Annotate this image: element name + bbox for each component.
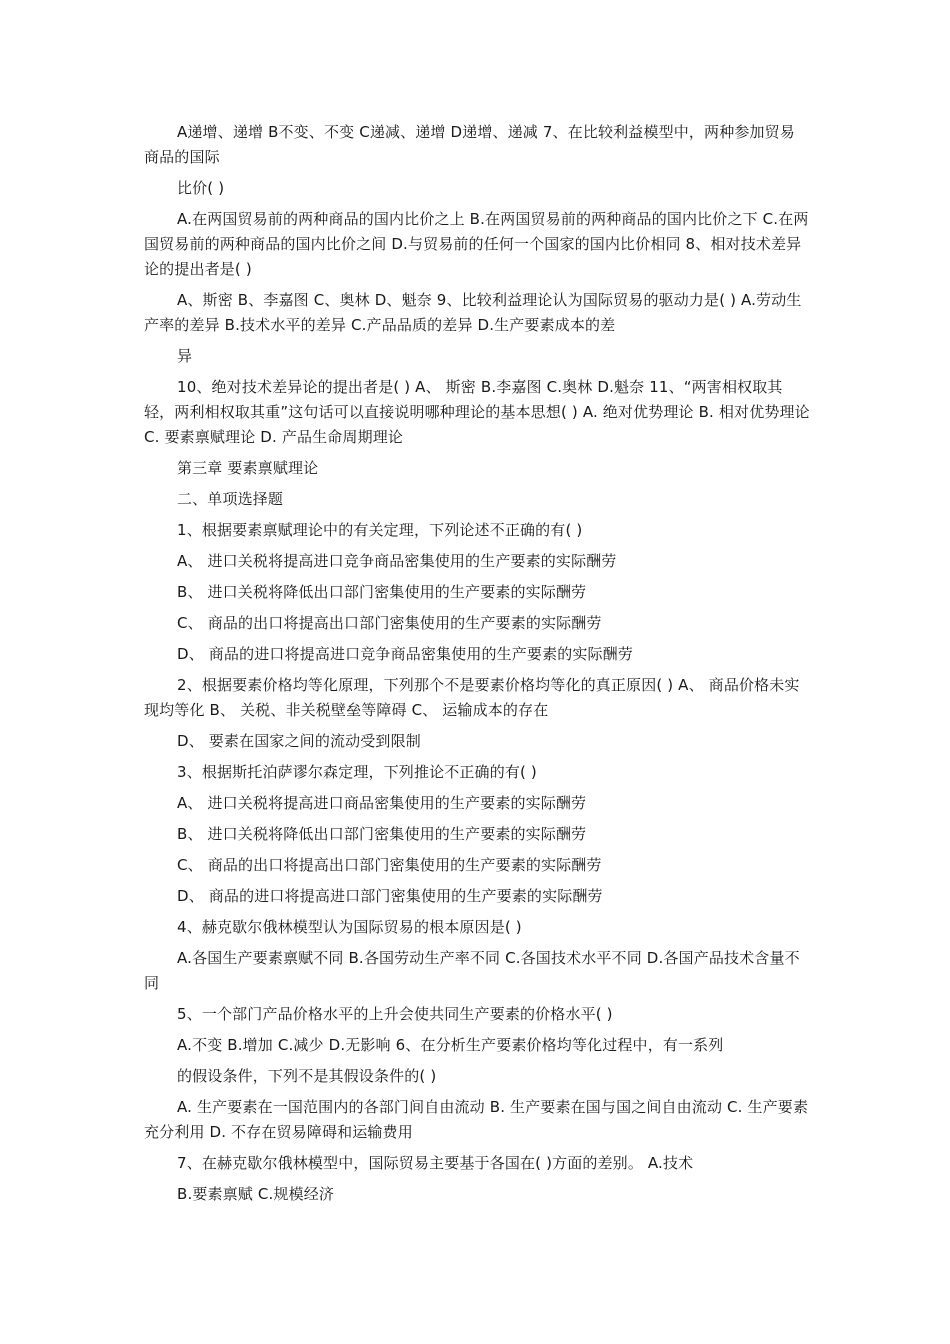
paragraph: A.在两国贸易前的两种商品的国内比价之上 B.在两国贸易前的两种商品的国内比价之下 C.在两国贸易前的两种商品的国内比价之间 D.与贸易前的任何一个国家的国内比价相同 8、相对技术差异论的提出者是( )	[144, 210, 809, 278]
section-heading: 二、单项选择题	[177, 490, 284, 508]
answer-option: D、 要素在国家之间的流动受到限制	[177, 732, 421, 750]
answer-option: A、 进口关税将提高进口竞争商品密集使用的生产要素的实际酬劳	[177, 552, 617, 570]
question: 2、根据要素价格均等化原理，下列那个不是要素价格均等化的真正原因( ) A、 商品价格未实现均等化 B、 关税、非关税壁垒等障碍 C、 运输成本的存在	[144, 676, 800, 719]
answer-option: C、 商品的出口将提高出口部门密集使用的生产要素的实际酬劳	[177, 614, 602, 632]
answer-option: B、 进口关税将降低出口部门密集使用的生产要素的实际酬劳	[177, 583, 587, 601]
answer-option: D、 商品的进口将提高进口部门密集使用的生产要素的实际酬劳	[177, 887, 603, 905]
question: 7、在赫克歇尔俄林模型中，国际贸易主要基于各国在( )方面的差别。 A.技术	[177, 1154, 694, 1172]
paragraph: A递增、递增 B不变、不变 C递减、递增 D递增、递减 7、在比较利益模型中，两种参加贸易商品的国际	[144, 123, 795, 166]
answer-options: B.要素禀赋 C.规模经济	[177, 1185, 335, 1203]
paragraph: A.不变 B.增加 C.减少 D.无影响 6、在分析生产要素价格均等化过程中，有一系列	[177, 1036, 724, 1054]
question: 4、赫克歇尔俄林模型认为国际贸易的根本原因是( )	[177, 918, 522, 936]
answer-options: A. 生产要素在一国范围内的各部门间自由流动 B. 生产要素在国与国之间自由流动 C. 生产要素充分利用 D. 不存在贸易障碍和运输费用	[144, 1098, 809, 1141]
answer-option: B、 进口关税将降低出口部门密集使用的生产要素的实际酬劳	[177, 825, 587, 843]
answer-option: D、 商品的进口将提高进口竞争商品密集使用的生产要素的实际酬劳	[177, 645, 633, 663]
question: 5、一个部门产品价格水平的上升会使共同生产要素的价格水平( )	[177, 1005, 613, 1023]
document-body	[144, 120, 810, 1213]
paragraph: 比价( )	[177, 179, 225, 197]
question: 3、根据斯托泊萨谬尔森定理，下列推论不正确的有( )	[177, 763, 537, 781]
paragraph: 的假设条件，下列不是其假设条件的( )	[177, 1067, 437, 1085]
chapter-heading: 第三章 要素禀赋理论	[177, 459, 319, 477]
question: 1、根据要素禀赋理论中的有关定理，下列论述不正确的有( )	[177, 521, 583, 539]
paragraph: A、斯密 B、李嘉图 C、奥林 D、魁奈 9、比较利益理论认为国际贸易的驱动力是( ) A.劳动生产率的差异 B.技术水平的差异 C.产品品质的差异 D.生产要素成本的差	[144, 291, 802, 334]
answer-option: C、 商品的出口将提高出口部门密集使用的生产要素的实际酬劳	[177, 856, 602, 874]
paragraph: 异	[177, 347, 193, 365]
paragraph: 10、绝对技术差异论的提出者是( ) A、 斯密 B.李嘉图 C.奥林 D.魁奈 11、“两害相权取其轻，两利相权取其重”这句话可以直接说明哪种理论的基本思想( ) A. 绝对优势理论 B. 相对优势理论 C. 要素禀赋理论 D. 产品生命周期理论	[144, 378, 810, 446]
answer-option: A、 进口关税将提高进口商品密集使用的生产要素的实际酬劳	[177, 794, 587, 812]
answer-options: A.各国生产要素禀赋不同 B.各国劳动生产率不同 C.各国技术水平不同 D.各国产品技术含量不同	[144, 949, 800, 992]
